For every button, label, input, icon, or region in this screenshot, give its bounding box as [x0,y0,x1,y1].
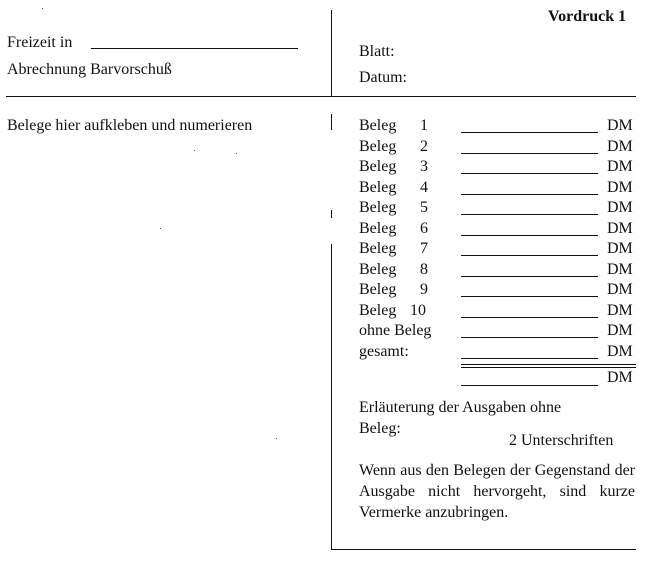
scan-speck [42,8,43,9]
beleg-currency: DM [607,260,633,278]
abrechnung-title: Abrechnung Barvorschuß [7,61,172,78]
beleg-label: Beleg [359,137,397,155]
beleg-currency: DM [607,322,633,339]
beleg-number: 8 [420,260,428,278]
beleg-number: 10 [410,301,426,319]
beleg-amount-blank[interactable] [461,153,598,154]
beleg-currency: DM [607,240,633,257]
beleg-number: 4 [420,178,428,196]
beleg-label: ohne Beleg [359,322,432,339]
beleg-label: Beleg [359,281,397,298]
vertical-divider-mid [331,114,332,130]
gesamt-double-rule [461,367,636,368]
vertical-divider-lower [331,210,332,218]
freizeit-blank[interactable] [91,48,298,49]
form-number: Vordruck 1 [548,8,627,25]
vertical-divider-bottom [331,244,332,550]
bottom-rule [331,549,636,550]
beleg-currency: DM [607,178,633,196]
beleg-currency: DM [607,219,633,237]
scan-speck [160,228,161,229]
scan-speck [194,150,195,151]
beleg-number: 6 [420,219,428,237]
beleg-label: Beleg [359,178,397,196]
extra-currency: DM [607,369,633,386]
vertical-divider-top [331,10,332,96]
beleg-number: 2 [420,137,428,155]
beleg-amount-blank[interactable] [461,255,598,256]
beleg-amount-blank[interactable] [461,173,598,174]
scan-speck [236,153,237,154]
beleg-currency: DM [607,199,633,216]
beleg-amount-blank[interactable] [461,358,598,359]
datum-label: Datum: [359,69,407,86]
gesamt-double-rule [461,364,636,365]
beleg-currency: DM [607,301,633,319]
beleg-amount-blank[interactable] [461,132,598,133]
vermerk-note: Wenn aus den Belegen der Gegenstand der Ausgabe nicht hervorgeht, sind kurze Vermerke anzubringen. [359,462,635,521]
beleg-currency: DM [607,137,633,155]
beleg-amount-blank[interactable] [461,296,598,297]
beleg-label: Beleg [359,240,397,257]
beleg-number: 3 [420,158,428,175]
beleg-amount-blank[interactable] [461,337,598,338]
beleg-number: 1 [420,117,428,134]
beleg-label: Beleg [359,219,397,237]
erlaeuterung-line2: Beleg: [359,420,401,437]
scan-speck [276,438,277,439]
blatt-label: Blatt: [359,43,395,60]
erlaeuterung-line1: Erläuterung der Ausgaben ohne [359,399,562,416]
beleg-amount-blank[interactable] [461,276,598,277]
beleg-label: gesamt: [359,342,409,360]
beleg-amount-blank[interactable] [461,194,598,195]
horizontal-divider [6,96,636,97]
unterschriften: 2 Unterschriften [509,432,614,449]
beleg-number: 9 [420,281,428,298]
beleg-label: Beleg [359,199,397,216]
beleg-number: 7 [420,240,428,257]
left-instruction: Belege hier aufkleben und numerieren [7,117,253,134]
beleg-amount-blank[interactable] [461,317,598,318]
beleg-amount-blank[interactable] [461,214,598,215]
beleg-number: 5 [420,199,428,216]
beleg-currency: DM [607,158,633,175]
beleg-label: Beleg [359,260,397,278]
beleg-label: Beleg [359,301,397,319]
beleg-currency: DM [607,281,633,298]
beleg-label: Beleg [359,117,397,134]
extra-amount-blank[interactable] [461,385,598,386]
beleg-label: Beleg [359,158,397,175]
beleg-currency: DM [607,117,633,134]
freizeit-label: Freizeit in [7,34,73,51]
beleg-amount-blank[interactable] [461,235,598,236]
beleg-currency: DM [607,342,633,360]
